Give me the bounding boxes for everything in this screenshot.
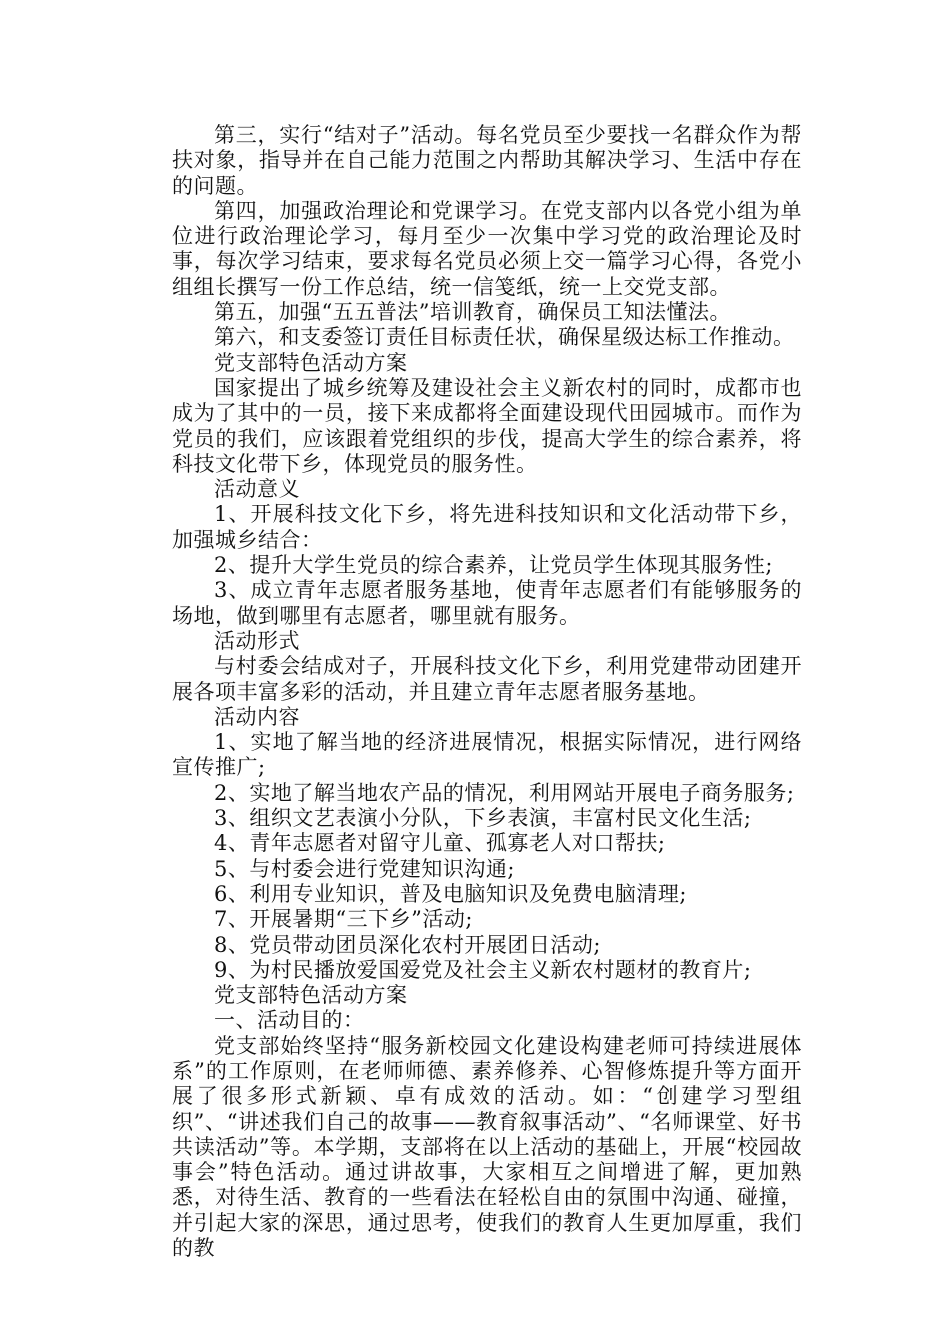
list-item: 8、党员带动团员深化农村开展团日活动; bbox=[214, 932, 601, 957]
list-item: 4、青年志愿者对留守儿童、孤寡老人对口帮扶; bbox=[214, 831, 666, 856]
list-item: 2、提升大学生党员的综合素养，让党员学生体现其服务性; bbox=[214, 553, 773, 578]
paragraph: 第五，加强“五五普法”培训教育，确保员工知法懂法。 bbox=[214, 300, 731, 325]
list-item: 3、成立青年志愿者服务基地，使青年志愿者们有能够服务的场地，做到哪里有志愿者，哪里就有服务。 bbox=[172, 578, 802, 628]
section-heading: 活动意义 bbox=[214, 477, 300, 502]
section-heading: 活动内容 bbox=[214, 704, 300, 729]
list-item: 7、开展暑期“三下乡”活动; bbox=[214, 907, 473, 932]
paragraph: 国家提出了城乡统筹及建设社会主义新农村的同时，成都市也成为了其中的一员，接下来成都将全面建设现代田园城市。而作为党员的我们，应该跟着党组织的步伐，提高大学生的综合素养，将科技文化带下乡，体现党员的服务性。 bbox=[172, 375, 802, 476]
list-item: 3、组织文艺表演小分队，下乡表演，丰富村民文化生活; bbox=[214, 806, 752, 831]
list-item: 2、实地了解当地农产品的情况，利用网站开展电子商务服务; bbox=[214, 780, 795, 805]
list-item: 1、开展科技文化下乡，将先进科技知识和文化活动带下乡，加强城乡结合： bbox=[172, 502, 802, 552]
paragraph: 第六，和支委签订责任目标责任状，确保星级达标工作推动。 bbox=[214, 325, 795, 350]
paragraph: 第四，加强政治理论和党课学习。在党支部内以各党小组为单位进行政治理论学习，每月至少一次集中学习党的政治理论及时事，每次学习结束，要求每名党员必须上交一篇学习心得，各党小组组长撰写一份工作总结，统一信笺纸，统一上交党支部。 bbox=[172, 198, 802, 299]
list-item: 9、为村民播放爱国爱党及社会主义新农村题材的教育片; bbox=[214, 957, 752, 982]
list-item: 6、利用专业知识，普及电脑知识及免费电脑清理; bbox=[214, 881, 687, 906]
document-body bbox=[172, 123, 802, 1261]
section-heading: 活动形式 bbox=[214, 628, 300, 653]
paragraph: 与村委会结成对子，开展科技文化下乡，利用党建带动团建开展各项丰富多彩的活动，并且建立青年志愿者服务基地。 bbox=[172, 654, 802, 704]
section-heading: 党支部特色活动方案 bbox=[214, 350, 408, 375]
list-item: 1、实地了解当地的经济进展情况，根据实际情况，进行网络宣传推广; bbox=[172, 730, 802, 780]
section-heading: 一、活动目的： bbox=[214, 1008, 365, 1033]
paragraph: 第三，实行“结对子”活动。每名党员至少要找一名群众作为帮扶对象，指导并在自己能力范围之内帮助其解决学习、生活中存在的问题。 bbox=[172, 123, 802, 198]
list-item: 5、与村委会进行党建知识沟通; bbox=[214, 856, 515, 881]
section-heading: 党支部特色活动方案 bbox=[214, 983, 408, 1008]
paragraph: 党支部始终坚持“服务新校园文化建设构建老师可持续进展体系”的工作原则，在老师师德、素养修养、心智修炼提升等方面开展了很多形式新颖、卓有成效的活动。如：“创建学习型组织”、“讲述我们自己的故事——教育叙事活动”、“名师课堂、好书共读活动”等。本学期，支部将在以上活动的基础上，开展“校园故事会”特色活动。通过讲故事，大家相互之间增进了解，更加熟悉，对待生活、教育的一些看法在轻松自由的氛围中沟通、碰撞，并引起大家的深思，通过思考，使我们的教育人生更加厚重，我们的教 bbox=[172, 1033, 802, 1261]
